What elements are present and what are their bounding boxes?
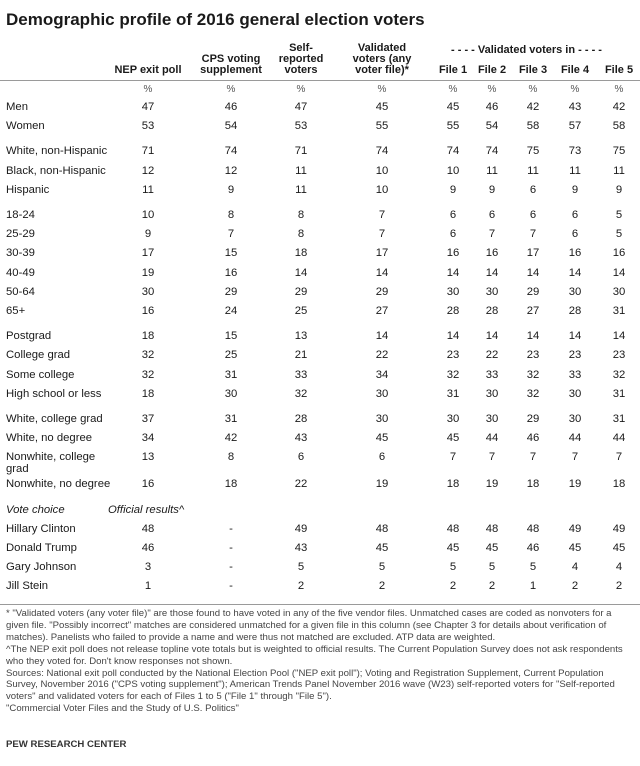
cell-value: 2 <box>615 580 623 593</box>
cell-value: 22 <box>294 478 308 491</box>
cell-value: 2 <box>571 580 579 593</box>
cell-value: 42 <box>526 101 540 113</box>
cell-value: 5 <box>529 561 537 574</box>
cell-value: 6 <box>297 451 305 464</box>
cell-value: 43 <box>294 542 308 554</box>
cell-value: 45 <box>446 432 460 445</box>
cell-value: 1 <box>529 580 537 593</box>
cell-value: 46 <box>526 432 540 445</box>
cell-value: 23 <box>612 349 626 362</box>
cell-value: 7 <box>488 451 496 464</box>
cell-value: 32 <box>612 368 626 381</box>
note-report: "Commercial Voter Files and the Study of U.S. Politics" <box>6 703 239 715</box>
cell-value: 28 <box>485 305 499 317</box>
cell-value: 14 <box>568 330 582 343</box>
cell-value: 32 <box>446 368 460 381</box>
cell-value: 48 <box>485 522 499 535</box>
cell-value: 17 <box>141 247 155 260</box>
cell-value: 30 <box>446 285 460 298</box>
cell-value: 5 <box>615 209 623 221</box>
cell-value: 47 <box>141 101 155 113</box>
cell-value: 33 <box>568 368 582 381</box>
cell-value: 19 <box>141 266 155 279</box>
cell-value: 5 <box>449 561 457 574</box>
cell-value: 45 <box>375 542 389 554</box>
cell-value: 57 <box>568 120 582 133</box>
cell-value: 28 <box>568 305 582 317</box>
cell-value: 14 <box>526 266 540 279</box>
cell-value: 14 <box>612 266 626 279</box>
cell-value: 32 <box>526 368 540 381</box>
cell-value: 30 <box>568 285 582 298</box>
cell-value: 9 <box>571 183 579 196</box>
row-label: Women <box>6 120 45 133</box>
cell-value: 7 <box>378 209 386 221</box>
cell-value: 4 <box>615 561 623 574</box>
cell-value: 16 <box>141 305 155 317</box>
cell-value: 14 <box>612 330 626 343</box>
cell-value: 31 <box>446 387 460 400</box>
cell-value: 23 <box>526 349 540 362</box>
cell-value: 30 <box>612 285 626 298</box>
cell-value: 46 <box>141 542 155 554</box>
cell-value: 2 <box>378 580 386 593</box>
row-label: Nonwhite, no degree <box>6 478 111 491</box>
row-label: 18-24 <box>6 209 35 221</box>
cell-value: 44 <box>612 432 626 445</box>
cell-value: 25 <box>224 349 238 362</box>
percent-symbol: % <box>570 84 580 95</box>
cell-value: 14 <box>485 266 499 279</box>
cell-value: 42 <box>612 101 626 113</box>
cell-value: 11 <box>527 164 539 177</box>
cell-value: 7 <box>488 228 496 241</box>
cell-value: 8 <box>297 209 305 221</box>
column-header: File 3 <box>518 64 548 76</box>
cell-value: 44 <box>485 432 499 445</box>
cell-value: 74 <box>446 145 460 158</box>
cell-value: 49 <box>612 522 626 535</box>
cell-value: 45 <box>375 432 389 445</box>
cell-value: 17 <box>526 247 540 260</box>
cell-value: 7 <box>378 228 386 241</box>
cell-value: 6 <box>378 451 386 464</box>
cell-value: 48 <box>446 522 460 535</box>
cell-value: 55 <box>375 120 389 133</box>
cell-value: 3 <box>144 561 152 574</box>
cell-value: 30 <box>485 387 499 400</box>
cell-value: 29 <box>526 413 540 425</box>
note-exit-poll: ^The NEP exit poll does not release topline vote totals but is weighted to official results. The Current Population Survey does not ask respondents who they voted for. Don't know responses not shown. <box>6 643 623 667</box>
cell-value: 14 <box>294 266 308 279</box>
cell-value: 18 <box>612 478 626 491</box>
cell-value: 74 <box>375 145 389 158</box>
cell-value: 54 <box>224 120 238 133</box>
brand-label: PEW RESEARCH CENTER <box>6 739 127 750</box>
cell-value: 32 <box>526 387 540 400</box>
cell-value: 2 <box>449 580 457 593</box>
cell-value: 42 <box>224 432 238 445</box>
cell-value: 25 <box>294 305 308 317</box>
cell-value: 8 <box>227 451 235 464</box>
cell-value: 16 <box>224 266 238 279</box>
cell-value: 14 <box>526 330 540 343</box>
cell-value: 14 <box>446 266 460 279</box>
cell-value: 74 <box>224 145 238 158</box>
group-header: - - - - Validated voters in - - - - <box>451 44 602 56</box>
cell-value: 5 <box>378 561 386 574</box>
cell-value: 18 <box>224 478 238 491</box>
cell-value: 27 <box>526 305 540 317</box>
row-label: Black, non-Hispanic <box>6 164 106 177</box>
cell-value: 14 <box>375 266 389 279</box>
cell-value: 7 <box>571 451 579 464</box>
cell-value: 9 <box>449 183 457 196</box>
cell-value: 48 <box>141 522 155 535</box>
column-header: File 5 <box>604 64 634 76</box>
percent-symbol: % <box>614 84 624 95</box>
cell-value: 18 <box>141 330 155 343</box>
column-header: File 1 <box>438 64 468 76</box>
cell-value: 75 <box>612 145 626 158</box>
row-label: White, no degree <box>6 432 93 445</box>
cell-value: 30 <box>485 413 499 425</box>
cell-value: 21 <box>294 349 308 362</box>
cell-value: 14 <box>375 330 389 343</box>
cell-value: 12 <box>224 164 238 177</box>
row-label: 40-49 <box>6 266 35 279</box>
cell-value: 46 <box>526 542 540 554</box>
cell-value: 2 <box>488 580 496 593</box>
row-label: White, non-Hispanic <box>6 145 108 158</box>
cell-value: 30 <box>568 387 582 400</box>
cell-value: 2 <box>297 580 305 593</box>
cell-value: 10 <box>141 209 155 221</box>
cell-value: 18 <box>446 478 460 491</box>
cell-value: 5 <box>297 561 305 574</box>
cell-value: 30 <box>141 285 155 298</box>
cell-value: 7 <box>529 228 537 241</box>
row-label: High school or less <box>6 387 102 400</box>
column-header: NEP exit poll <box>114 64 182 76</box>
cell-value: 45 <box>568 542 582 554</box>
row-label: 30-39 <box>6 247 35 260</box>
row-label: Gary Johnson <box>6 561 77 574</box>
cell-value: 45 <box>485 542 499 554</box>
cell-value: 9 <box>144 228 152 241</box>
cell-value: 1 <box>144 580 152 593</box>
row-label: Hillary Clinton <box>6 522 76 535</box>
cell-value: 46 <box>485 101 499 113</box>
row-label: College grad <box>6 349 71 362</box>
row-label: Some college <box>6 368 75 381</box>
cell-value: 34 <box>141 432 155 445</box>
percent-symbol: % <box>528 84 538 95</box>
cell-value: 48 <box>526 522 540 535</box>
cell-value: 34 <box>375 368 389 381</box>
cell-value: 24 <box>224 305 238 317</box>
row-label: Donald Trump <box>6 542 77 554</box>
cell-value: 32 <box>294 387 308 400</box>
column-header: File 4 <box>560 64 590 76</box>
cell-value: 15 <box>224 247 238 260</box>
cell-value: 29 <box>375 285 389 298</box>
cell-value: 43 <box>568 101 582 113</box>
cell-value: 10 <box>446 164 460 177</box>
cell-value: 11 <box>613 164 625 177</box>
column-header: CPS voting supplement <box>200 53 262 76</box>
notes <box>6 608 634 715</box>
cell-value: 11 <box>295 183 307 196</box>
cell-value: 8 <box>227 209 235 221</box>
cell-value: 71 <box>141 145 155 158</box>
cell-value: 37 <box>141 413 155 425</box>
cell-value: 31 <box>612 305 626 317</box>
cell-value: 45 <box>375 101 389 113</box>
cell-value: 27 <box>375 305 389 317</box>
row-label: White, college grad <box>6 413 103 425</box>
cell-value: 14 <box>446 330 460 343</box>
cell-value: 30 <box>446 413 460 425</box>
cell-value: 29 <box>294 285 308 298</box>
cell-value: 31 <box>224 413 238 425</box>
cell-value: 53 <box>294 120 308 133</box>
column-header: Self-reported voters <box>278 42 324 76</box>
cell-value: 73 <box>568 145 582 158</box>
cell-value: 7 <box>227 228 235 241</box>
cell-value: 16 <box>568 247 582 260</box>
cell-value: 47 <box>294 101 308 113</box>
percent-symbol: % <box>226 84 236 95</box>
cell-value: 48 <box>375 522 389 535</box>
cell-value: 45 <box>446 542 460 554</box>
column-header: File 2 <box>477 64 507 76</box>
cell-value: 58 <box>612 120 626 133</box>
cell-value: 30 <box>568 413 582 425</box>
cell-value: 16 <box>612 247 626 260</box>
cell-value: 45 <box>446 101 460 113</box>
cell-value: 14 <box>568 266 582 279</box>
cell-value: 15 <box>224 330 238 343</box>
cell-value: 16 <box>485 247 499 260</box>
cell-value: 9 <box>227 183 235 196</box>
cell-value: 30 <box>375 387 389 400</box>
cell-value: 74 <box>485 145 499 158</box>
cell-value: 14 <box>485 330 499 343</box>
cell-value: 49 <box>294 522 308 535</box>
cell-value: 19 <box>568 478 582 491</box>
note-validated: * "Validated voters (any voter file)" are those found to have voted in any of the five vendor files. Unmatched cases are coded as nonvoters for a given file. "Possibly incorrect" matches are considered unmatched for a given file in this column (see Chapter 3 for details about verification of matches). Panelists who failed to provide a name and were thus not matched are excluded. ATP data are weighted. <box>6 608 612 643</box>
cell-value: - <box>229 542 233 554</box>
cell-value: 32 <box>141 368 155 381</box>
cell-value: 33 <box>485 368 499 381</box>
row-label: Men <box>6 101 28 113</box>
page-title: Demographic profile of 2016 general election voters <box>6 10 425 29</box>
cell-value: 46 <box>224 101 238 113</box>
cell-value: 18 <box>141 387 155 400</box>
percent-symbol: % <box>296 84 306 95</box>
cell-value: 6 <box>529 183 537 196</box>
cell-value: 11 <box>569 164 581 177</box>
note-sources: Sources: National exit poll conducted by the National Election Pool ("NEP exit poll"); Voting and Registration Supplement, Current Population Survey, November 2016 ("CPS voting supplement"); American Trends Panel November 2016 wave (W23) self-reported voters for "Self-reported voters" and validated voters for each of Files 1 to 5 ("File 1" through "File 5"). <box>6 667 615 703</box>
cell-value: 6 <box>529 209 537 221</box>
cell-value: 30 <box>224 387 238 400</box>
cell-value: 53 <box>141 120 155 133</box>
cell-value: 30 <box>375 413 389 425</box>
cell-value: 44 <box>568 432 582 445</box>
cell-value: 8 <box>297 228 305 241</box>
cell-value: 30 <box>485 285 499 298</box>
cell-value: 55 <box>446 120 460 133</box>
cell-value: 32 <box>141 349 155 362</box>
notes-rule <box>0 604 640 605</box>
column-header: Validated voters (any voter file)* <box>352 42 412 76</box>
cell-value: - <box>229 580 233 593</box>
cell-value: 6 <box>449 228 457 241</box>
cell-value: 9 <box>488 183 496 196</box>
header-rule <box>0 80 640 81</box>
cell-value: 11 <box>486 164 498 177</box>
cell-value: 13 <box>294 330 308 343</box>
cell-value: 31 <box>612 413 626 425</box>
row-label: 25-29 <box>6 228 35 241</box>
percent-symbol: % <box>487 84 497 95</box>
cell-value: 11 <box>295 164 307 177</box>
cell-value: 23 <box>446 349 460 362</box>
cell-value: 23 <box>568 349 582 362</box>
row-label: Postgrad <box>6 330 52 343</box>
cell-value: 9 <box>615 183 623 196</box>
cell-value: 18 <box>294 247 308 260</box>
cell-value: 17 <box>375 247 389 260</box>
cell-value: 22 <box>485 349 499 362</box>
cell-value: 16 <box>141 478 155 491</box>
cell-value: 6 <box>571 228 579 241</box>
cell-value: 6 <box>449 209 457 221</box>
cell-value: 12 <box>141 164 155 177</box>
vote-choice-heading: Vote choice <box>6 503 65 516</box>
cell-value: 6 <box>488 209 496 221</box>
cell-value: 10 <box>375 164 389 177</box>
row-label: Jill Stein <box>6 580 49 593</box>
cell-value: 5 <box>615 228 623 241</box>
cell-value: 22 <box>375 349 389 362</box>
cell-value: 43 <box>294 432 308 445</box>
cell-value: 13 <box>141 451 155 464</box>
cell-value: 71 <box>294 145 308 158</box>
cell-value: 31 <box>612 387 626 400</box>
cell-value: - <box>229 561 233 574</box>
cell-value: 4 <box>571 561 579 574</box>
percent-symbol: % <box>448 84 458 95</box>
cell-value: 5 <box>488 561 496 574</box>
cell-value: 58 <box>526 120 540 133</box>
cell-value: 54 <box>485 120 499 133</box>
cell-value: 19 <box>375 478 389 491</box>
cell-value: 7 <box>615 451 623 464</box>
row-label: Nonwhite, college grad <box>6 451 96 476</box>
cell-value: 31 <box>224 368 238 381</box>
percent-symbol: % <box>143 84 153 95</box>
row-label: 50-64 <box>6 285 35 298</box>
cell-value: 10 <box>375 183 389 196</box>
cell-value: 29 <box>526 285 540 298</box>
row-label: Hispanic <box>6 183 50 196</box>
cell-value: 16 <box>446 247 460 260</box>
cell-value: 19 <box>485 478 499 491</box>
cell-value: 18 <box>526 478 540 491</box>
percent-symbol: % <box>377 84 387 95</box>
cell-value: - <box>229 522 233 535</box>
cell-value: 28 <box>294 413 308 425</box>
cell-value: 75 <box>526 145 540 158</box>
row-label: 65+ <box>6 305 26 317</box>
cell-value: 29 <box>224 285 238 298</box>
cell-value: 49 <box>568 522 582 535</box>
official-results-label: Official results^ <box>108 503 185 516</box>
cell-value: 7 <box>449 451 457 464</box>
cell-value: 45 <box>612 542 626 554</box>
cell-value: 7 <box>529 451 537 464</box>
cell-value: 6 <box>571 209 579 221</box>
cell-value: 11 <box>142 183 154 196</box>
cell-value: 33 <box>294 368 308 381</box>
cell-value: 28 <box>446 305 460 317</box>
